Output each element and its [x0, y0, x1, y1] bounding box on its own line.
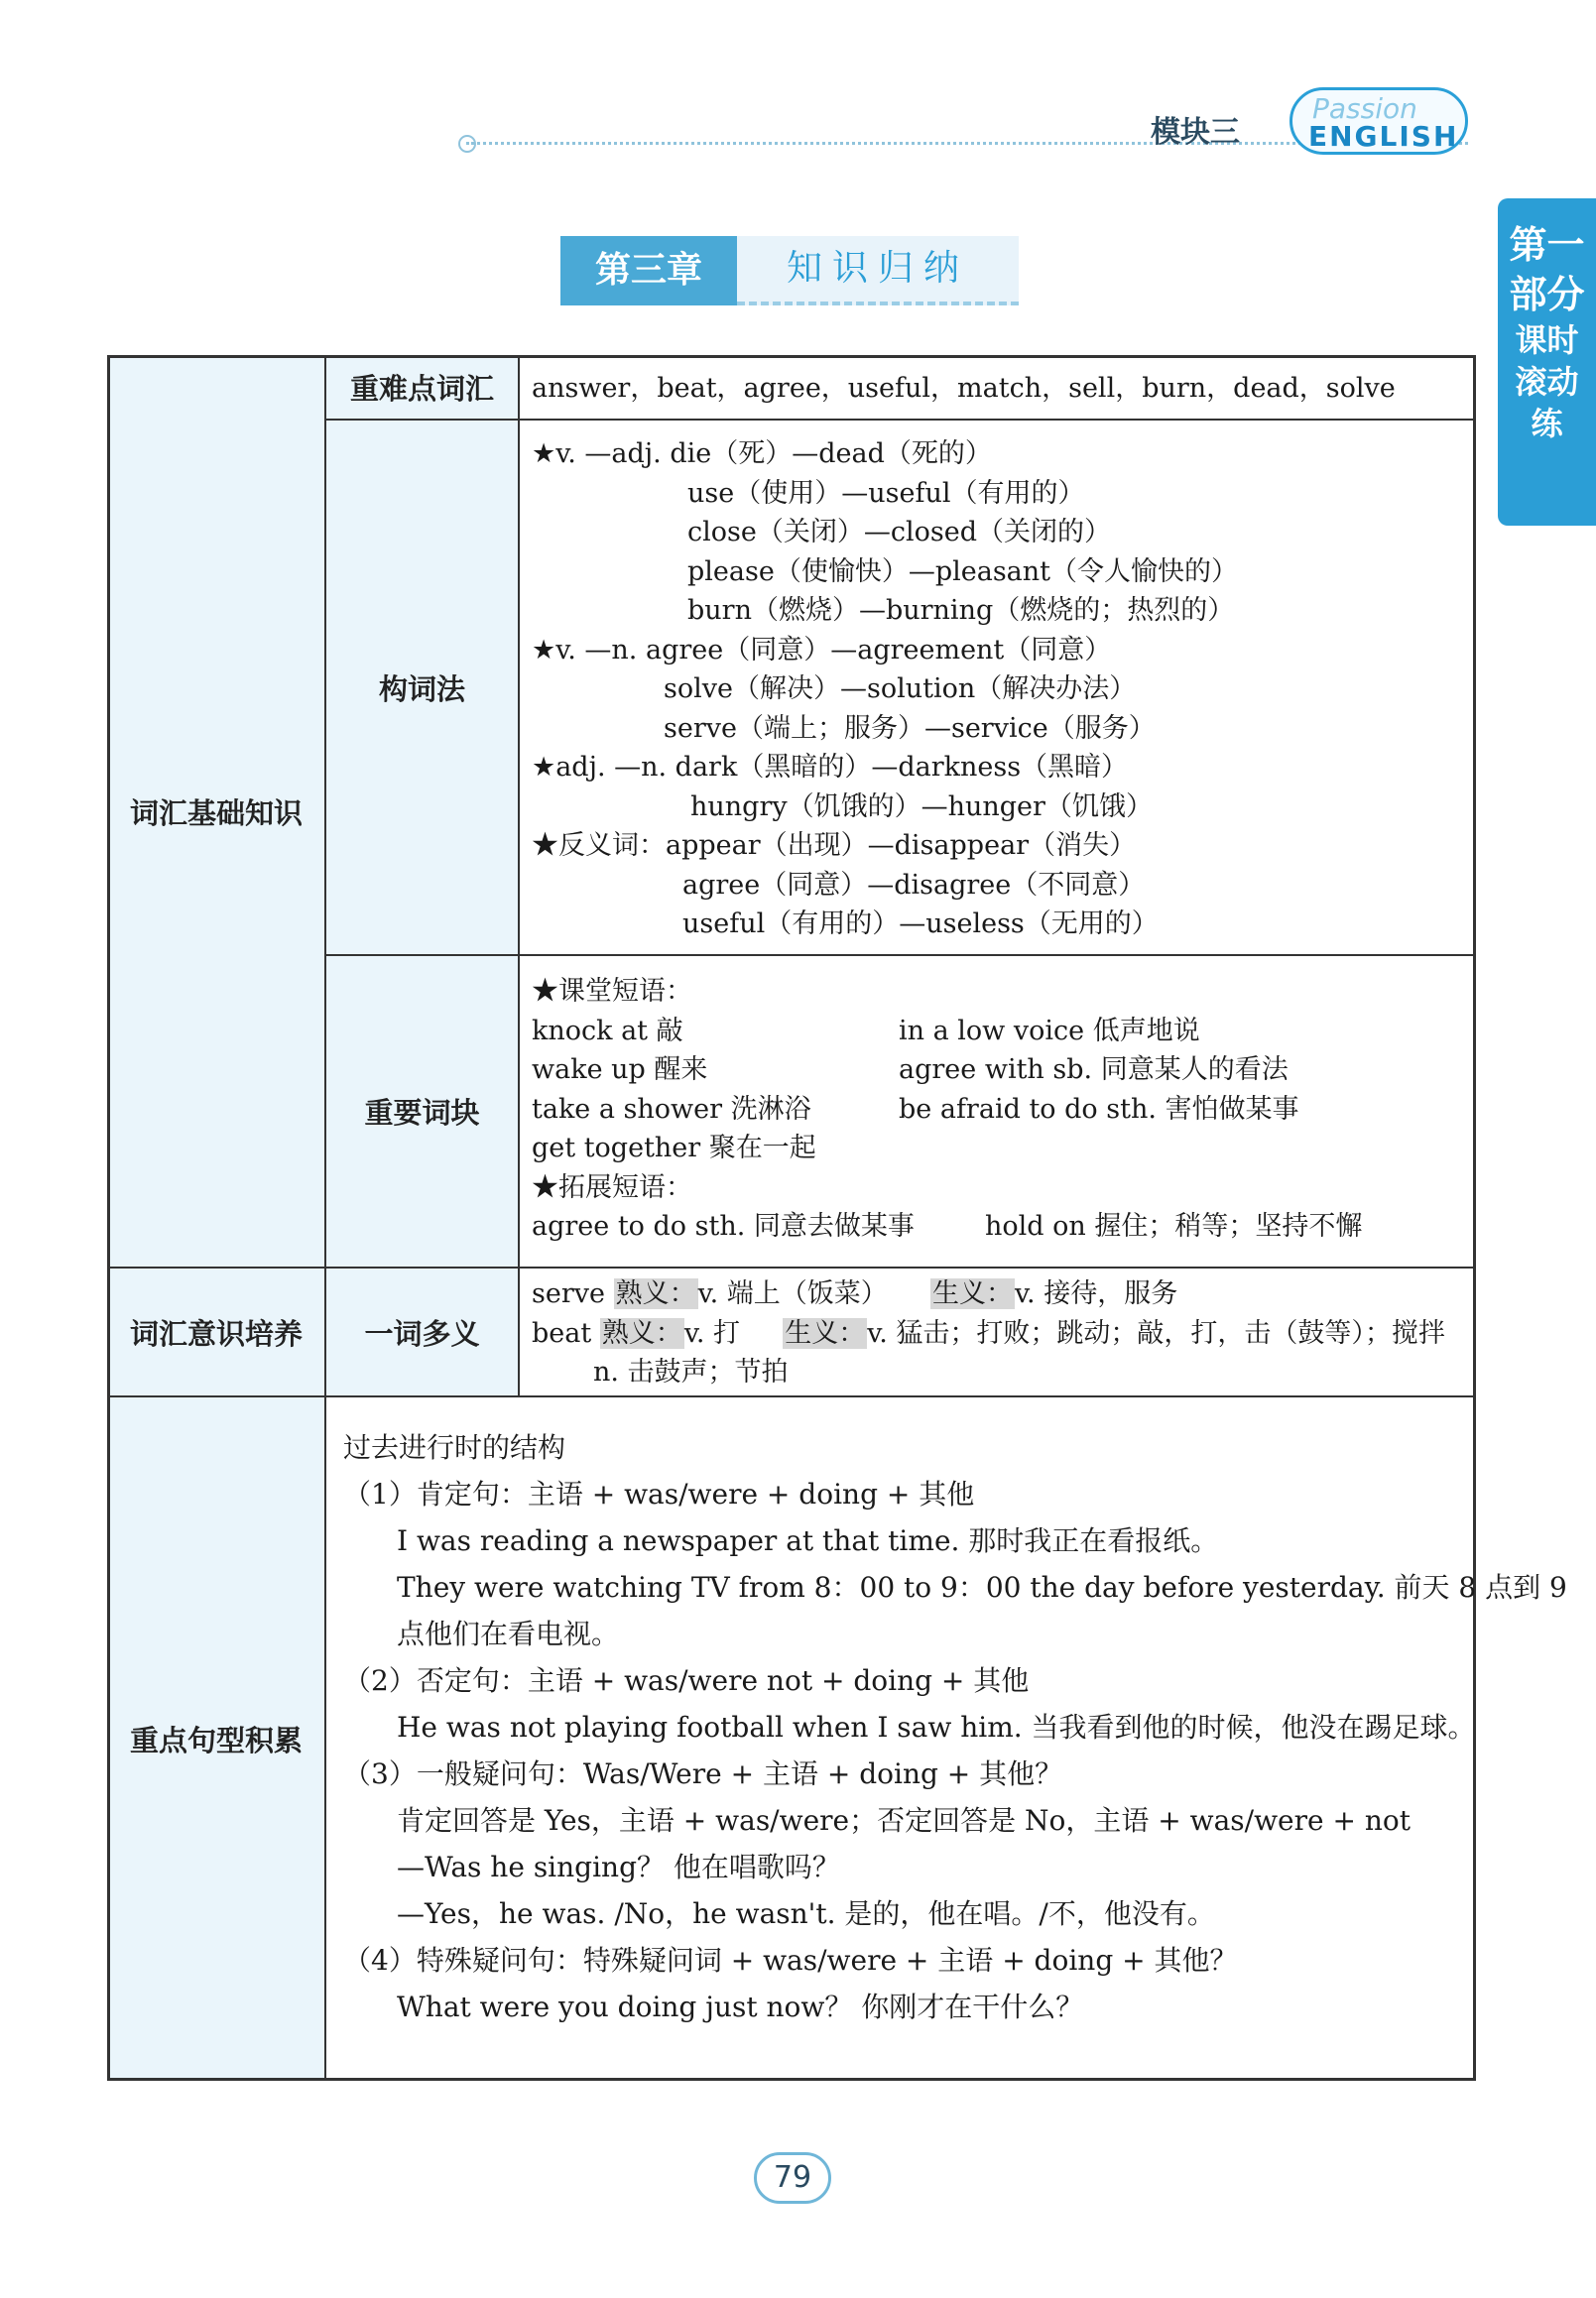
- row-label-word-formation: 构词法: [378, 671, 465, 706]
- row-label-polysemy: 一词多义: [364, 1316, 480, 1351]
- chapter-title: 知识归纳: [737, 236, 1019, 305]
- section-label-sentence-patterns: 重点句型积累: [129, 1723, 303, 1757]
- knowledge-table: 词汇基础知识 词汇意识培养 重点句型积累 重难点词汇 构词法 重要词块 一词多义 answer，beat，agree，useful，match，sell，burn，dead，solve ★v. —adj. die（死）—dead（死的） use（使用）—useful（有用的） close（关闭）—closed（关闭的） please（使愉快）—pleasant（令人愉快的） burn（燃烧）—burning（燃烧的；热烈的） ★v. —n. agree（同意）—agreement（同意） solve（解决）—solution（解决办法） serve（端上；服务）—service（服务） ★adj. —n. dark（黑暗的）—darkness（黑暗） hungry（饥饿的）—hunger（饥饿） ★反义词：appear（出现）—disappear（消失） agree（同意）—disagree（不同意） useful（有用的）—useless（无用的） ★课堂短语： knock at 敲 wake up 醒来 take a shower 洗淋浴 get together 聚在一起 in a low voice 低声地说 agree with sb. 同意某人的看法 be afraid to do sth. 害怕做某事 ★拓展短语： agree to do sth. 同意去做某事 hold on 握住；稍等；坚持不懈 serve 熟义：v. 端上（饭菜） 生义：v. 接待，服务 beat 熟义：v. 打 生义：v. 猛击；打败；跳动；敲，打，击（鼓等）；搅拌 n. 击鼓声；节拍 过去进行时的结构 （1）肯定句：主语 + was/were + doing + 其他 I was reading a newspaper at that time. 那时我正在看报纸。 They were watching TV from 8：00 to 9：00 the day before yesterday. 前天 8 点到 9 点他们在看电视。 （2）否定句：主语 + was/were not + doing + 其他 He was not playing football when I saw him. 当我看到他的时候，他没在踢足球。 （3）一般疑问句：Was/Were + 主语 + doing + 其他？ 肯定回答是 Yes，主语 + was/were；否定回答是 No，主语 + was/were + not —Was he singing？ 他在唱歌吗？ —Yes，he was. /No，he wasn't. 是的，他在唱。/不，他没有。 （4）特殊疑问句：特殊疑问词 + was/were + 主语 + doing + 其他？ What were you doing just now？ 你刚才在干什么？: [107, 355, 1476, 2081]
- section-label-vocab-basic: 词汇基础知识: [129, 795, 303, 830]
- logo-top-text: Passion: [1312, 92, 1417, 125]
- side-tab-line-4: 滚动: [1515, 363, 1579, 401]
- side-tab-line-1: 第一: [1509, 223, 1585, 267]
- row-label-key-words: 重难点词汇: [349, 372, 494, 406]
- side-tab-line-5: 练: [1531, 405, 1563, 442]
- side-tab-line-3: 课时: [1515, 321, 1579, 359]
- chapter-title-banner: [560, 236, 1019, 305]
- side-tab-line-2: 部分: [1509, 273, 1585, 316]
- page-number: 79: [754, 2152, 831, 2204]
- logo-bottom-text: ENGLISH: [1308, 120, 1459, 153]
- module-label: 模块三: [1151, 115, 1240, 150]
- side-section-tab: [1498, 198, 1596, 526]
- row-label-phrases: 重要词块: [364, 1096, 480, 1130]
- chapter-number: 第三章: [560, 236, 737, 305]
- key-words-content: answer，beat，agree，useful，match，sell，burn，dead，solve: [532, 373, 1396, 404]
- passion-english-logo: [1289, 87, 1468, 155]
- section-label-vocab-awareness: 词汇意识培养: [129, 1316, 303, 1351]
